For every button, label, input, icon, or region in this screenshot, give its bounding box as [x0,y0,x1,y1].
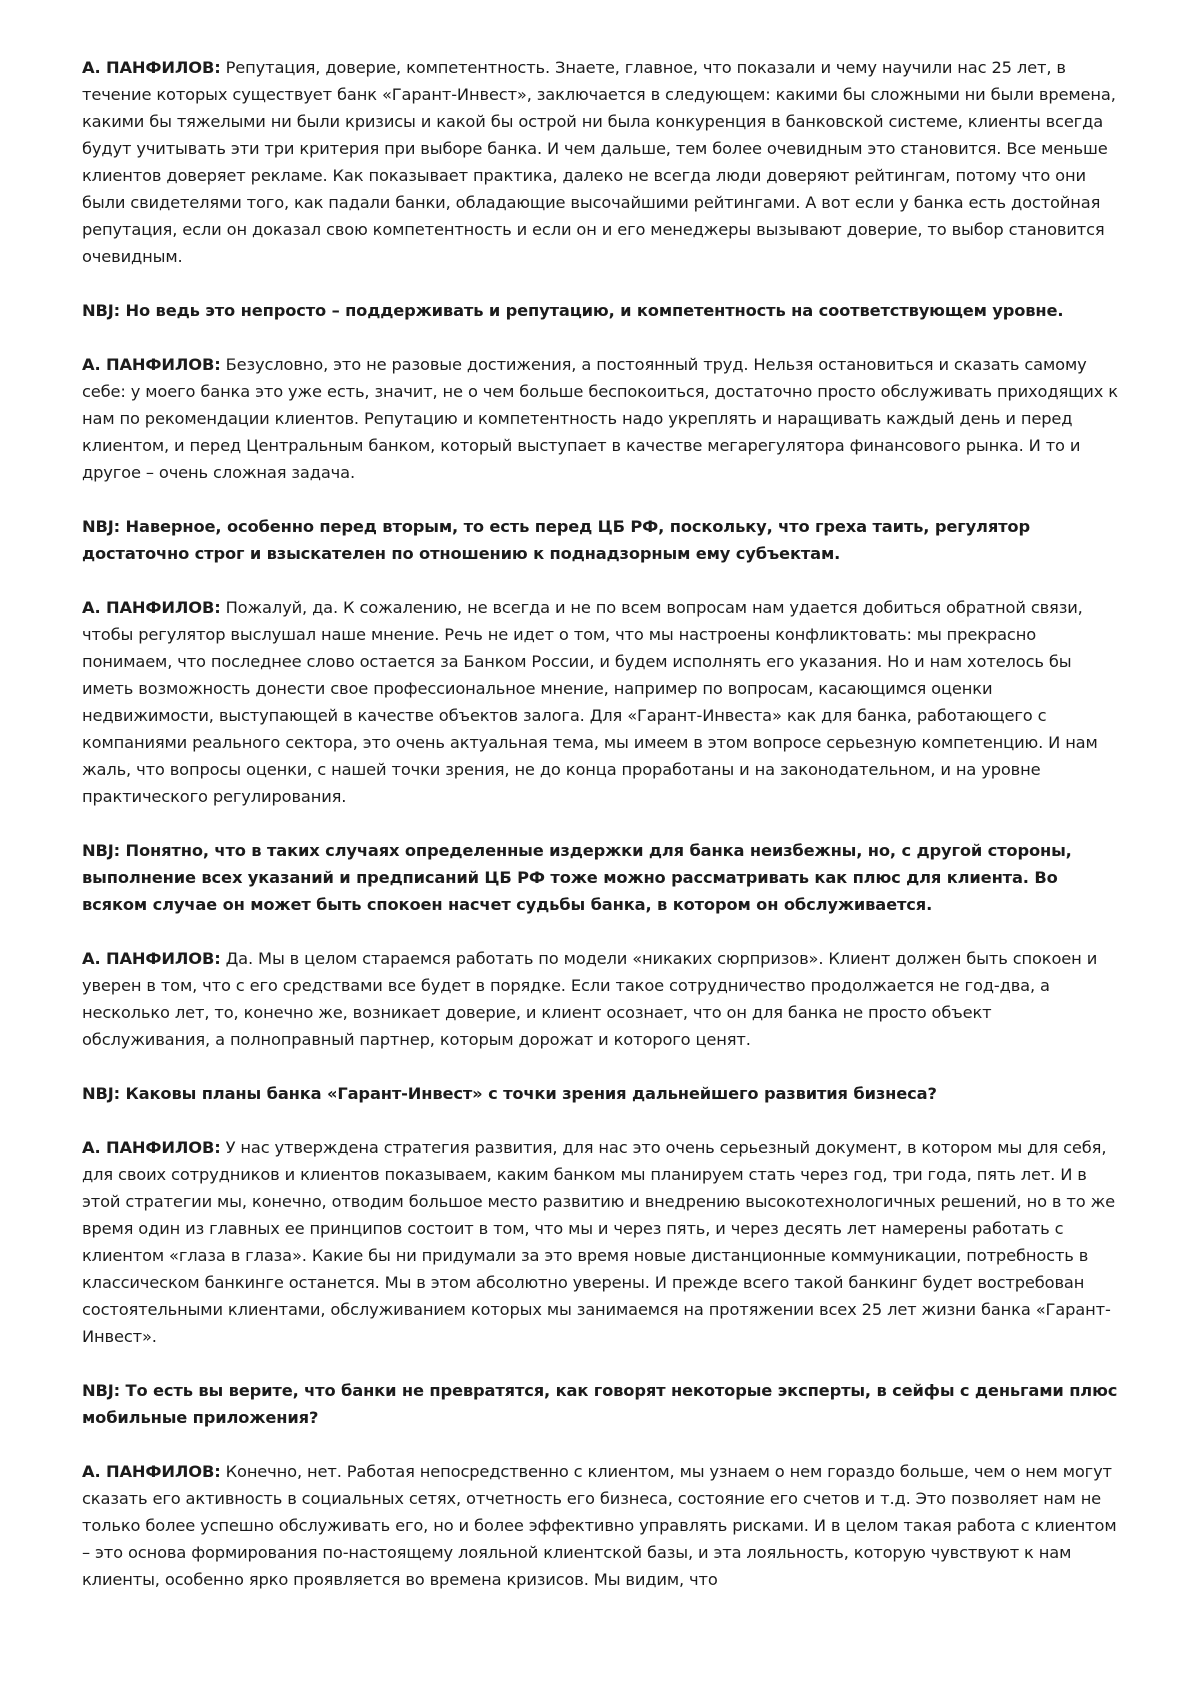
answer-text: Конечно, нет. Работая непосредственно с клиентом, мы узнаем о нем гораздо больше, чем о нем могут сказать его активность в социальных сетях, отчетность его бизнеса, состояние его счетов и т.д. Это позволяет нам не только более успешно обслуживать его, но и более эффективно управлять рисками. И в целом такая работа с клиентом – это основа формирования по-настоящему лояльной клиентской базы, и эта лояльность, которую чувствуют к нам клиенты, особенно ярко проявляется во времена кризисов. Мы видим, что [82,1462,1117,1589]
question-paragraph: NBJ: Но ведь это непросто – поддерживать и репутацию, и компетентность на соответствующем уровне. [82,301,1064,320]
answer-text: Безусловно, это не разовые достижения, а постоянный труд. Нельзя остановиться и сказать самому себе: у моего банка это уже есть, значит, не о чем больше беспокоиться, достаточно просто обслуживать приходящих к нам по рекомендации клиентов. Репутацию и компетентность надо укреплять и наращивать каждый день и перед клиентом, и перед Центральным банком, который выступает в качестве мегарегулятора финансового рынка. И то и другое – очень сложная задача. [82,355,1118,482]
speaker-label: А. ПАНФИЛОВ: [82,1138,221,1157]
answer-text: Пожалуй, да. К сожалению, не всегда и не по всем вопросам нам удается добиться обратной связи, чтобы регулятор выслушал наше мнение. Речь не идет о том, что мы настроены конфликтовать: мы прекрасно понимаем, что последнее слово остается за Банком России, и будем исполнять его указания. Но и нам хотелось бы иметь возможность донести свое профессиональное мнение, например по вопросам, касающимся оценки недвижимости, выступающей в качестве объектов залога. Для «Гарант-Инвеста» как для банка, работающего с компаниями реального сектора, это очень актуальная тема, мы имеем в этом вопросе серьезную компетенцию. И нам жаль, что вопросы оценки, с нашей точки зрения, не до конца проработаны и на законодательном, и на уровне практического регулирования. [82,598,1098,806]
answer-paragraph [82,351,1122,486]
interview-text [82,54,1122,1620]
question-paragraph: NBJ: Наверное, особенно перед вторым, то есть перед ЦБ РФ, поскольку, что греха таить, регулятор достаточно строг и взыскателен по отношению к поднадзорным ему субъектам. [82,517,1030,563]
answer-text: Репутация, доверие, компетентность. Знаете, главное, что показали и чему научили нас 25 лет, в течение которых существует банк «Гарант-Инвест», заключается в следующем: какими бы сложными ни были времена, какими бы тяжелыми ни были кризисы и какой бы острой ни была конкуренция в банковской системе, клиенты всегда будут учитывать эти три критерия при выборе банка. И чем дальше, тем более очевидным это становится. Все меньше клиентов доверяет рекламе. Как показывает практика, далеко не всегда люди доверяют рейтингам, потому что они были свидетелями того, как падали банки, обладающие высочайшими рейтингами. А вот если у банка есть достойная репутация, если он доказал свою компетентность и если он и его менеджеры вызывают доверие, то выбор становится очевидным. [82,58,1116,266]
answer-paragraph [82,54,1122,270]
speaker-label: А. ПАНФИЛОВ: [82,1462,221,1481]
speaker-label: А. ПАНФИЛОВ: [82,58,221,77]
answer-paragraph [82,1458,1122,1593]
answer-paragraph [82,1134,1122,1350]
question-paragraph: NBJ: Каковы планы банка «Гарант-Инвест» с точки зрения дальнейшего развития бизнеса? [82,1084,937,1103]
answer-text: У нас утверждена стратегия развития, для нас это очень серьезный документ, в котором мы для себя, для своих сотрудников и клиентов показываем, каким банком мы планируем стать через год, три года, пять лет. И в этой стратегии мы, конечно, отводим большое место развитию и внедрению высокотехнологичных решений, но в то же время один из главных ее принципов состоит в том, что мы и через пять, и через десять лет намерены работать с клиентом «глаза в глаза». Какие бы ни придумали за это время новые дистанционные коммуникации, потребность в классическом банкинге останется. Мы в этом абсолютно уверены. И прежде всего такой банкинг будет востребован состоятельными клиентами, обслуживанием которых мы занимаемся на протяжении всех 25 лет жизни банка «Гарант-Инвест». [82,1138,1115,1346]
speaker-label: А. ПАНФИЛОВ: [82,598,221,617]
speaker-label: А. ПАНФИЛОВ: [82,355,221,374]
answer-paragraph [82,945,1122,1053]
speaker-label: А. ПАНФИЛОВ: [82,949,221,968]
question-paragraph: NBJ: То есть вы верите, что банки не превратятся, как говорят некоторые эксперты, в сейфы с деньгами плюс мобильные приложения? [82,1381,1118,1427]
answer-paragraph [82,594,1122,810]
answer-text: Да. Мы в целом стараемся работать по модели «никаких сюрпризов». Клиент должен быть спокоен и уверен в том, что с его средствами все будет в порядке. Если такое сотрудничество продолжается не год-два, а несколько лет, то, конечно же, возникает доверие, и клиент осознает, что он для банка не просто объект обслуживания, а полноправный партнер, которым дорожат и которого ценят. [82,949,1098,1049]
question-paragraph: NBJ: Понятно, что в таких случаях определенные издержки для банка неизбежны, но, с другой стороны, выполнение всех указаний и предписаний ЦБ РФ тоже можно рассматривать как плюс для клиента. Во всяком случае он может быть спокоен насчет судьбы банка, в котором он обслуживается. [82,841,1072,914]
